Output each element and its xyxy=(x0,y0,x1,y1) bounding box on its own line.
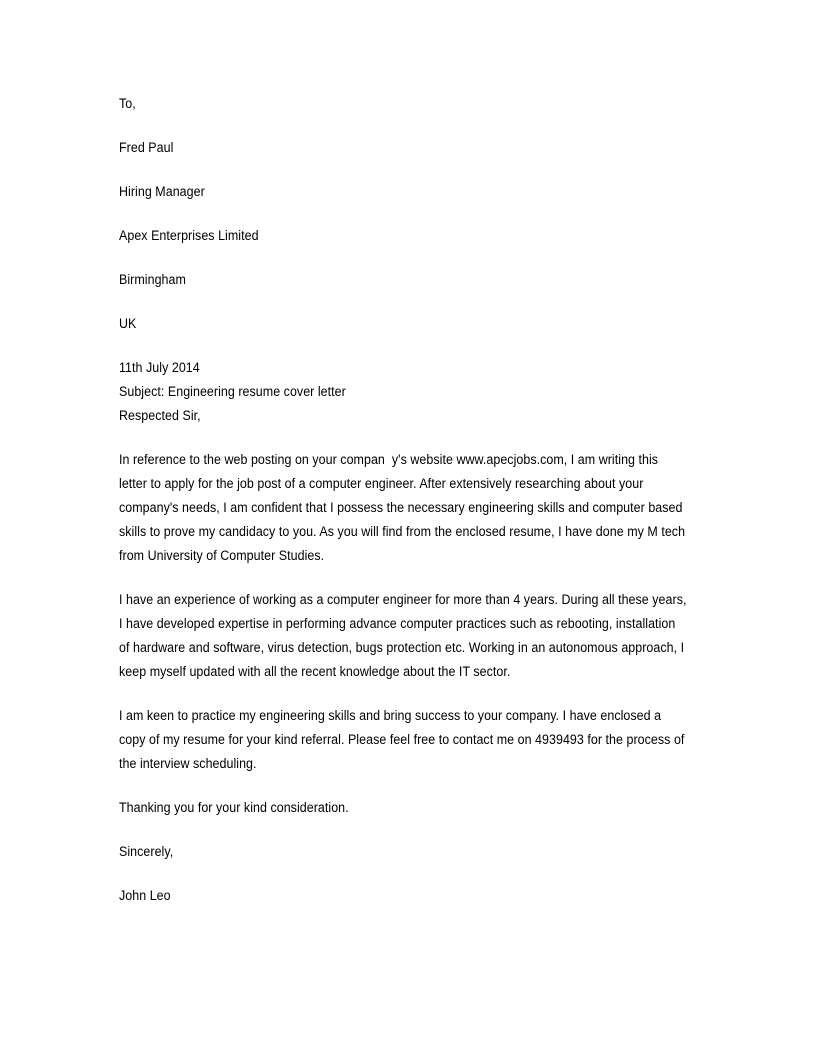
letter-subject: Subject: Engineering resume cover letter xyxy=(119,384,346,399)
recipient-city: Birmingham xyxy=(119,272,186,287)
letter-content xyxy=(119,92,689,908)
recipient-address-block xyxy=(119,92,689,336)
sender-name: John Leo xyxy=(119,888,171,903)
letter-meta-block xyxy=(119,356,689,428)
letter-date: 11th July 2014 xyxy=(119,360,200,375)
letter-closing-block xyxy=(119,796,689,908)
recipient-company: Apex Enterprises Limited xyxy=(119,228,259,243)
body-paragraph-1: In reference to the web posting on your compan y's website www.apecjobs.com, I am writing this letter to apply for the job post of a computer engineer. After extensively researching about your company's needs, I am confident that I possess the necessary engineering skills and computer based skills to prove my candidacy to you. As you will find from the enclosed resume, I have done my M tech from University of Computer Studies. xyxy=(119,452,689,563)
letter-body xyxy=(119,448,689,776)
recipient-country: UK xyxy=(119,316,137,331)
body-paragraph-3: I am keen to practice my engineering skills and bring success to your company. I have enclosed a copy of my resume for your kind referral. Please feel free to contact me on 4939493 for the process of the interview scheduling. xyxy=(119,708,688,771)
closing-signoff: Sincerely, xyxy=(119,844,174,859)
closing-thanks: Thanking you for your kind consideration. xyxy=(119,800,349,815)
recipient-name: Fred Paul xyxy=(119,140,174,155)
body-paragraph-2: I have an experience of working as a computer engineer for more than 4 years. During all these years, I have developed expertise in performing advance computer practices such as rebooting, installation of hardware and software, virus detection, bugs protection etc. Working in an autonomous approach, I keep myself updated with all the recent knowledge about the IT sector. xyxy=(119,592,690,679)
recipient-title: Hiring Manager xyxy=(119,184,205,199)
letter-salutation: Respected Sir, xyxy=(119,408,201,423)
recipient-salutation-prefix: To, xyxy=(119,96,136,111)
